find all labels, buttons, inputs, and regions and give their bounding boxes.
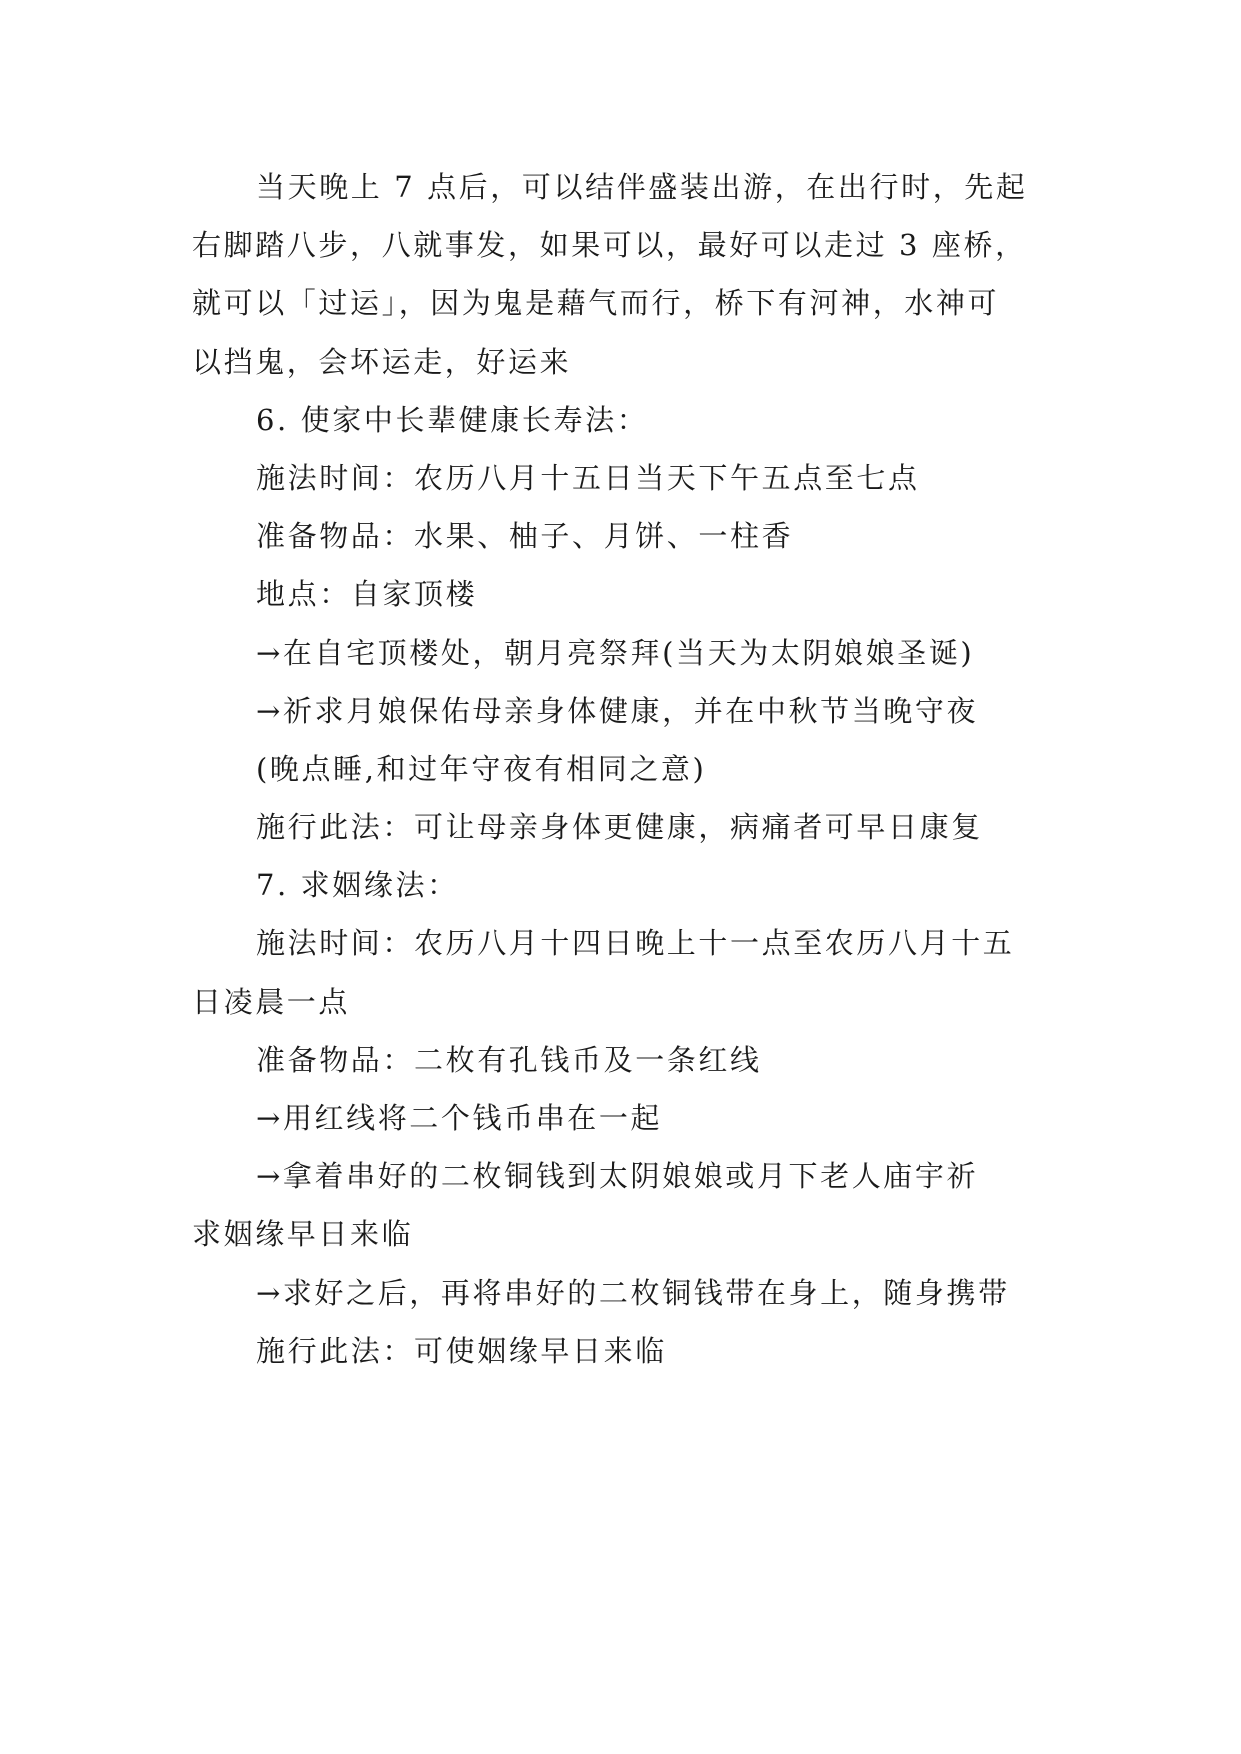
text-line: 日凌晨一点 — [192, 984, 351, 1019]
text-line: 以挡鬼，会坏运走，好运来 — [192, 344, 572, 379]
text-line: (晚点睡,和过年守夜有相同之意) — [256, 751, 707, 786]
text-line: 就可以「过运」，因为鬼是藉气而行，桥下有河神，水神可 — [192, 286, 1000, 321]
text-line: 施行此法：可让母亲身体更健康，病痛者可早日康复 — [256, 810, 983, 845]
text-line: 施法时间：农历八月十四日晚上十一点至农历八月十五 — [256, 926, 1015, 961]
text-line: 当天晚上 7 点后，可以结伴盛装出游，在出行时，先起 — [256, 170, 1028, 204]
text-line: 准备物品：二枚有孔钱币及一条红线 — [256, 1042, 762, 1077]
text-line: 右脚踏八步，八就事发，如果可以，最好可以走过 3 座桥， — [192, 228, 1027, 263]
step-line: →拿着串好的二枚铜钱到太阴娘娘或月下老人庙宇祈 — [256, 1159, 979, 1194]
text-line: 施法时间：农历八月十五日当天下午五点至七点 — [256, 460, 920, 495]
step-line: →在自宅顶楼处，朝月亮祭拜(当天为太阴娘娘圣诞) — [256, 635, 975, 670]
step-line: →祈求月娘保佑母亲身体健康，并在中秋节当晚守夜 — [256, 693, 979, 728]
text-line: 准备物品：水果、柚子、月饼、一柱香 — [256, 519, 794, 554]
text-line: 地点：自家顶楼 — [256, 577, 478, 612]
text-line: 施行此法：可使姻缘早日来临 — [256, 1333, 667, 1368]
step-line: →用红线将二个钱币串在一起 — [256, 1101, 663, 1135]
section-heading-6: 6. 使家中长辈健康长寿法： — [256, 402, 649, 437]
document-body — [192, 158, 1072, 1380]
text-line: 求姻缘早日来临 — [192, 1217, 414, 1252]
section-heading-7: 7. 求姻缘法： — [256, 868, 459, 903]
step-line: →求好之后，再将串好的二枚铜钱带在身上，随身携带 — [256, 1275, 1010, 1310]
